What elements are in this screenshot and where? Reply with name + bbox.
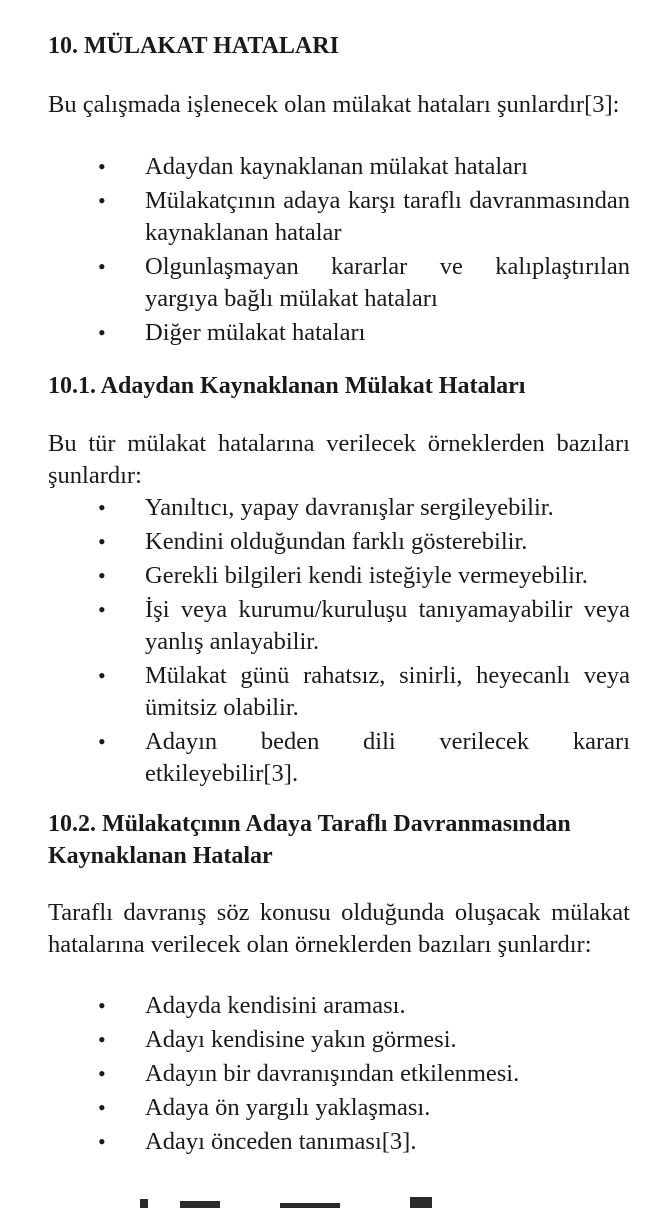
section-10-1-list (96, 492, 630, 792)
bullet-icon: • (98, 563, 106, 588)
section-10-list (96, 151, 630, 351)
list-item: • İşi veya kurumu/kuruluşu tanıyamayabilir veya yanlış anlayabilir. (98, 596, 630, 655)
list-item: • Diğer mülakat hataları (96, 317, 630, 349)
bullet-icon: • (98, 993, 106, 1018)
cut-off-next-line (40, 1188, 630, 1208)
list-item: • Adayın bir davranışından etkilenmesi. (96, 1058, 630, 1090)
section-10-1-intro: Bu tür mülakat hatalarına verilecek örneklerden bazıları şunlardır: (48, 430, 630, 489)
bullet-icon: • (98, 729, 106, 754)
list-item: • Adaya ön yargılı yaklaşması. (96, 1092, 630, 1124)
list-item: • Yanıltıcı, yapay davranışlar sergileyebilir. (96, 492, 630, 524)
bullet-icon: • (98, 529, 106, 554)
bullet-icon: • (98, 663, 106, 688)
section-10-2-intro: Taraflı davranış söz konusu olduğunda oluşacak mülakat hatalarına verilecek olan örneklerden bazıları şunlardır: (48, 899, 630, 958)
bullet-icon: • (98, 1095, 106, 1120)
bullet-icon: • (98, 254, 106, 279)
list-item: • Adayı kendisine yakın görmesi. (96, 1024, 630, 1056)
list-item: • Gerekli bilgileri kendi isteğiyle vermeyebilir. (96, 560, 630, 592)
bullet-icon: • (98, 597, 106, 622)
bullet-icon: • (98, 320, 106, 345)
bullet-icon: • (98, 1129, 106, 1154)
section-10-2-list (96, 990, 630, 1160)
list-item: • Adaydan kaynaklanan mülakat hataları (96, 151, 630, 183)
bullet-icon: • (98, 495, 106, 520)
section-10-heading: 10. MÜLAKAT HATALARI (48, 33, 339, 59)
section-10-intro: Bu çalışmada işlenecek olan mülakat hataları şunlardır[3]: (48, 91, 620, 118)
list-item: • Adayda kendisini araması. (96, 990, 630, 1022)
bullet-icon: • (98, 154, 106, 179)
list-item: • Mülakat günü rahatsız, sinirli, heyecanlı veya ümitsiz olabilir. (98, 662, 630, 721)
list-item: • Adayı önceden tanıması[3]. (96, 1126, 630, 1158)
bullet-icon: • (98, 188, 106, 213)
bullet-icon: • (98, 1027, 106, 1052)
list-item: • Mülakatçının adaya karşı taraflı davranmasından kaynaklanan hatalar (98, 187, 630, 246)
bullet-icon: • (98, 1061, 106, 1086)
section-10-2-heading: 10.2. Mülakatçının Adaya Taraflı Davranmasından Kaynaklanan Hatalar (48, 811, 571, 869)
list-item: • Olgunlaşmayan kararlar ve kalıplaştırılan yargıya bağlı mülakat hataları (98, 253, 630, 312)
list-item: • Adayın beden dili verilecek kararı etkileyebilir[3]. (98, 728, 630, 787)
list-item: • Kendini olduğundan farklı gösterebilir. (96, 526, 630, 558)
section-10-1-heading: 10.1. Adaydan Kaynaklanan Mülakat Hataları (48, 373, 526, 399)
